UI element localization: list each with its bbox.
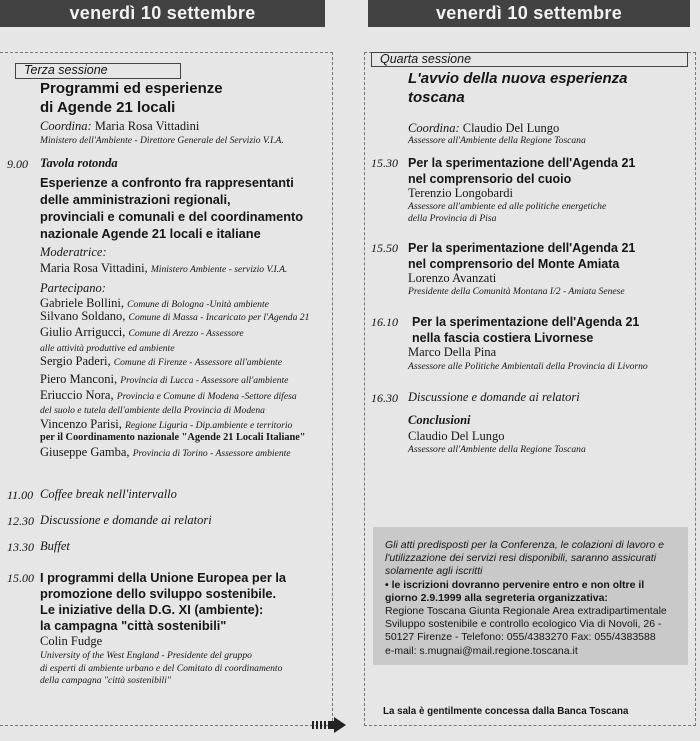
left-coordinator: Coordina: Maria Rosa Vittadini bbox=[40, 119, 200, 133]
right-coordinator-role: Assessore all'Ambiente della Regione Toscana bbox=[408, 135, 586, 146]
time-1550: 15.50 bbox=[371, 241, 398, 255]
time-1330: 13.30 bbox=[7, 540, 34, 554]
participant-row: Gabriele Bollini, Comune di Bologna -Unità ambiente bbox=[40, 296, 269, 310]
participant-row: Vincenzo Parisi, Regione Liguria - Dip.ambiente e territorio bbox=[40, 417, 293, 431]
info-deadline: giorno 2.9.1999 alla segreteria organizzativa: bbox=[385, 591, 608, 604]
time-1610: 16.10 bbox=[371, 315, 398, 329]
time-1230: 12.30 bbox=[7, 514, 34, 528]
conclusioni-label: Conclusioni bbox=[408, 413, 471, 427]
talk-title: Per la sperimentazione dell'Agenda 21 nel comprensorio del Monte Amiata bbox=[408, 241, 636, 271]
info-address: Sviluppo sostenibile e controllo ecologico Via di Novoli, 26 - bbox=[385, 618, 662, 631]
participant-row: Eriuccio Nora, Provincia e Comune di Modena -Settore difesa bbox=[40, 388, 297, 402]
right-session-title: L'avvio della nuova esperienza toscana bbox=[408, 70, 628, 106]
registration-info-box bbox=[373, 527, 688, 665]
info-address: Regione Toscana Giunta Regionale Area extradipartimentale bbox=[385, 605, 667, 618]
talk-speaker: Marco Della Pina bbox=[408, 345, 497, 359]
participant-row: Sergio Paderi, Comune di Firenze - Assessore all'ambiente bbox=[40, 354, 282, 368]
speaker-fudge-aff: University of the West England - Presidente del gruppo di esperti di ambiente urbano e del Comitato di coordinamento della campagna "città sostenibili" bbox=[40, 650, 283, 686]
talk-title: Per la sperimentazione dell'Agenda 21 nel comprensorio del cuoio bbox=[408, 156, 636, 186]
conclusioni-speaker-aff: Assessore all'Ambiente della Regione Toscana bbox=[408, 444, 586, 455]
discussione-right: Discussione e domande ai relatori bbox=[408, 390, 580, 404]
moderatrice: Maria Rosa Vittadini, Ministero Ambiente - servizio V.I.A. bbox=[40, 261, 288, 275]
moderatrice-label: Moderatrice: bbox=[40, 245, 107, 259]
buffet: Buffet bbox=[40, 539, 70, 553]
participant-row: Giulio Arrigucci, Comune di Arezzo - Assessore bbox=[40, 325, 244, 339]
coordinamento-nazionale: per il Coordinamento nazionale "Agende 21 Locali Italiane" bbox=[40, 432, 306, 443]
talk-speaker: Terenzio Longobardi bbox=[408, 186, 513, 200]
left-session-label: Terza sessione bbox=[15, 63, 181, 79]
right-coordinator: Coordina: Claudio Del Lungo bbox=[408, 121, 560, 135]
participant-row: Piero Manconi, Provincia di Lucca - Assessore all'ambiente bbox=[40, 372, 289, 386]
right-date-text: venerdì 10 settembre bbox=[435, 3, 623, 23]
tavola-rotonda-title: Esperienze a confronto fra rappresentanti delle amministrazioni regionali, provinciali e comunali e del coordinamento nazionale Agende 21 locali e italiane bbox=[40, 175, 304, 241]
info-address: 50127 Firenze - Telefono: 055/4383270 Fax: 055/4383588 bbox=[385, 631, 656, 644]
left-date-text: venerdì 10 settembre bbox=[69, 3, 256, 23]
talk-speaker-aff: Assessore alle Politiche Ambientali della Provincia di Livorno bbox=[408, 361, 648, 372]
speaker-fudge: Colin Fudge bbox=[40, 634, 103, 648]
programmi-ue-title: I programmi della Unione Europea per la promozione dello sviluppo sostenibile. Le iniziative della D.G. XI (ambiente): la campagna "città sostenibili" bbox=[40, 570, 287, 633]
time-900: 9.00 bbox=[7, 157, 28, 171]
participant-row: del suolo e tutela dell'ambiente della Provincia di Modena bbox=[40, 405, 265, 416]
left-coordinator-role: Ministero dell'Ambiente - Direttore Generale del Servizio V.I.A. bbox=[40, 135, 284, 146]
talk-speaker-aff: Assessore all'ambiente ed alle politiche energetiche della Provincia di Pisa bbox=[408, 201, 607, 224]
partecipano-label: Partecipano: bbox=[40, 281, 106, 295]
info-text: l'utilizzazione dei servizi resi disponibili, saranno assicurati bbox=[385, 552, 657, 565]
discussione-left: Discussione e domande ai relatori bbox=[40, 513, 212, 527]
conclusioni-speaker: Claudio Del Lungo bbox=[408, 429, 505, 443]
time-1630: 16.30 bbox=[371, 391, 398, 405]
next-page-arrow-icon bbox=[312, 717, 346, 738]
tavola-rotonda-label: Tavola rotonda bbox=[40, 156, 118, 170]
time-1530: 15.30 bbox=[371, 156, 398, 170]
talk-title: Per la sperimentazione dell'Agenda 21 nella fascia costiera Livornese bbox=[412, 315, 640, 345]
info-text: Gli atti predisposti per la Conferenza, le colazioni di lavoro e bbox=[385, 539, 664, 551]
info-deadline: • le iscrizioni dovranno pervenire entro e non oltre il bbox=[385, 578, 645, 591]
participant-row: Silvano Soldano, Comune di Massa - Incaricato per l'Agenda 21 bbox=[40, 309, 310, 323]
info-email: e-mail: s.mugnai@mail.regione.toscana.it bbox=[385, 644, 578, 657]
right-session-label: Quarta sessione bbox=[371, 52, 688, 67]
info-text: solamente agli iscritti bbox=[385, 565, 483, 578]
venue-credit: La sala è gentilmente concessa dalla Banca Toscana bbox=[383, 706, 629, 717]
time-1100: 11.00 bbox=[7, 488, 34, 502]
left-date-header bbox=[0, 0, 325, 27]
time-1500: 15.00 bbox=[7, 571, 34, 585]
left-session-title: Programmi ed esperienze di Agende 21 locali bbox=[40, 80, 223, 116]
talk-speaker-aff: Presidente della Comunità Montana I/2 - Amiata Senese bbox=[408, 286, 625, 297]
participant-gamba: Giuseppe Gamba, Provincia di Torino - Assessore ambiente bbox=[40, 445, 291, 459]
talk-speaker: Lorenzo Avanzati bbox=[408, 271, 497, 285]
participant-row: alle attività produttive ed ambiente bbox=[40, 343, 175, 354]
coffee-break: Coffee break nell'intervallo bbox=[40, 487, 177, 501]
right-date-header bbox=[368, 0, 690, 27]
